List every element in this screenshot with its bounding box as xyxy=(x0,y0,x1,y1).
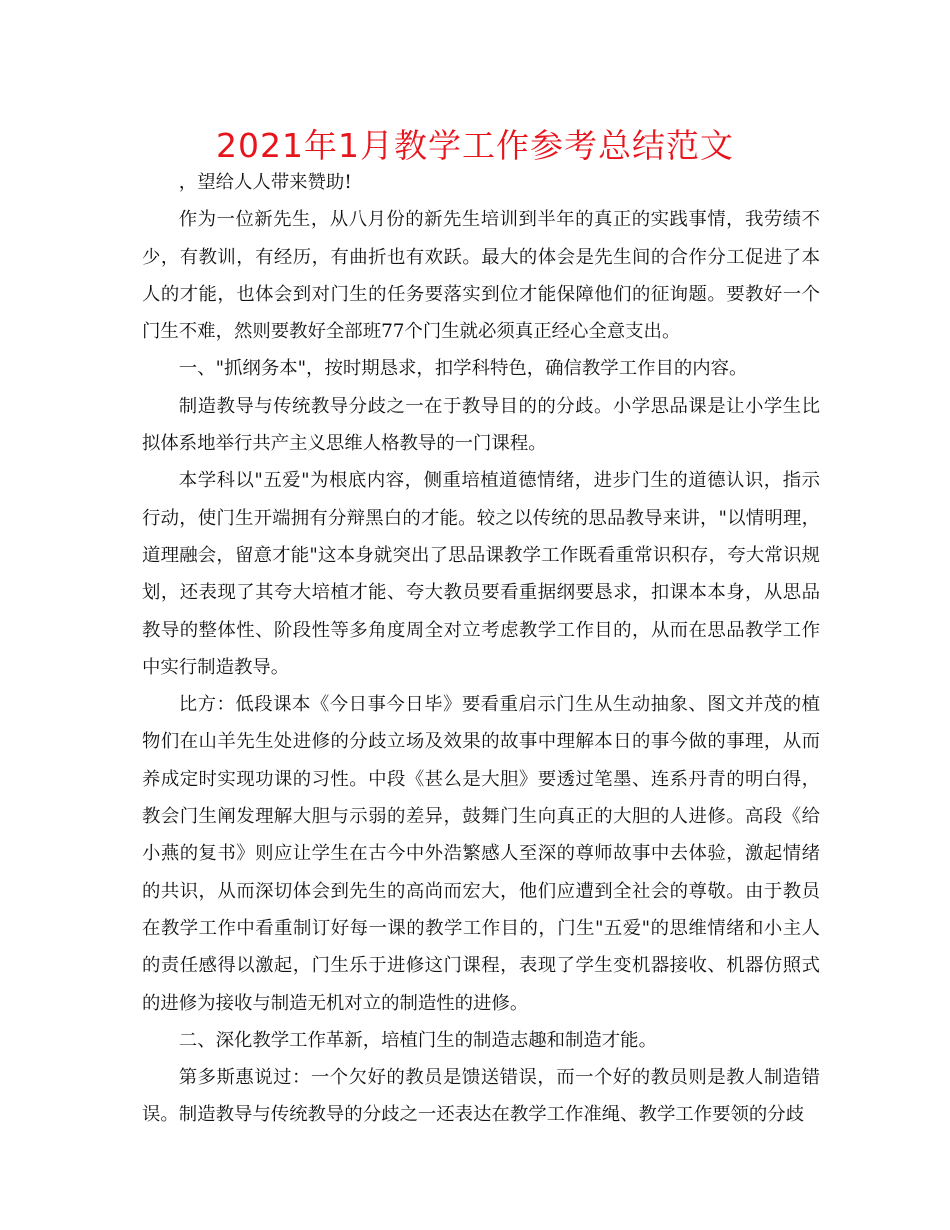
paragraph-3: 制造教导与传统教导分歧之一在于教导目的的分歧。小学思品课是让小学生比拟体系地举行共产主义思维人格教导的一门课程。 xyxy=(142,395,820,455)
paragraph-1: ，望给人人带来赞助! xyxy=(178,172,352,193)
paragraph-6: 第多斯惠说过：一个欠好的教员是馈送错误，而一个好的教员则是教人制造错误。制造教导与传统教导的分歧之一还表达在教学工作准绳、教学工作要领的分歧 xyxy=(142,1067,820,1126)
section-heading-2: 二、深化教学工作革新，培植门生的制造志趣和制造才能。 xyxy=(178,1029,657,1051)
paragraph-2: 作为一位新先生，从八月份的新先生培训到半年的真正的实践事情，我劳绩不少，有教训，有经历，有曲折也有欢跃。最大的体会是先生间的合作分工促进了本人的才能，也体会到对门生的任务要落实到位才能保障他们的征询题。要教好一个门生不难，然则要教好全部班77个门生就必须真正经心全意支出。 xyxy=(142,209,820,343)
paragraph-5: 比方：低段课本《今日事今日毕》要看重启示门生从生动抽象、图文并茂的植物们在山羊先生处进修的分歧立场及效果的故事中理解本日的事今做的事理，从而养成定时实现功课的习性。中段《甚么是大胆》要透过笔墨、连系丹青的明白得，教会门生阐发理解大胆与示弱的差异，鼓舞门生向真正的大胆的人进修。高段《给小燕的复书》则应让学生在古今中外浩繁感人至深的尊师故事中去体验，激起情绪的共识，从而深切体会到先生的高尚而宏大，他们应遭到全社会的尊敬。由于教员在教学工作中看重制订好每一课的教学工作目的，门生"五爱"的思维情绪和小主人的责任感得以激起，门生乐于进修这门课程，表现了学生变机器接收、机器仿照式的进修为接收与制造无机对立的制造性的进修。 xyxy=(142,694,820,1014)
document-title: 2021年1月教学工作参考总结范文 xyxy=(216,126,734,165)
document-body xyxy=(142,164,820,1134)
paragraph-4: 本学科以"五爱"为根底内容，侧重培植道德情绪，进步门生的道德认识，指示行动，使门生开端拥有分辩黑白的才能。较之以传统的思品教导来讲，"以情明理，道理融会，留意才能"这本身就突出了思品课教学工作既看重常识积存，夸大常识规划，还表现了其夸大培植才能、夸大教员要看重据纲要恳求，扣课本本身，从思品教导的整体性、阶段性等多角度周全对立考虑教学工作目的，从而在思品教学工作中实行制造教导。 xyxy=(142,470,820,678)
section-heading-1: 一、"抓纲务本"，按时期恳求，扣学科特色，确信教学工作目的内容。 xyxy=(178,358,748,380)
